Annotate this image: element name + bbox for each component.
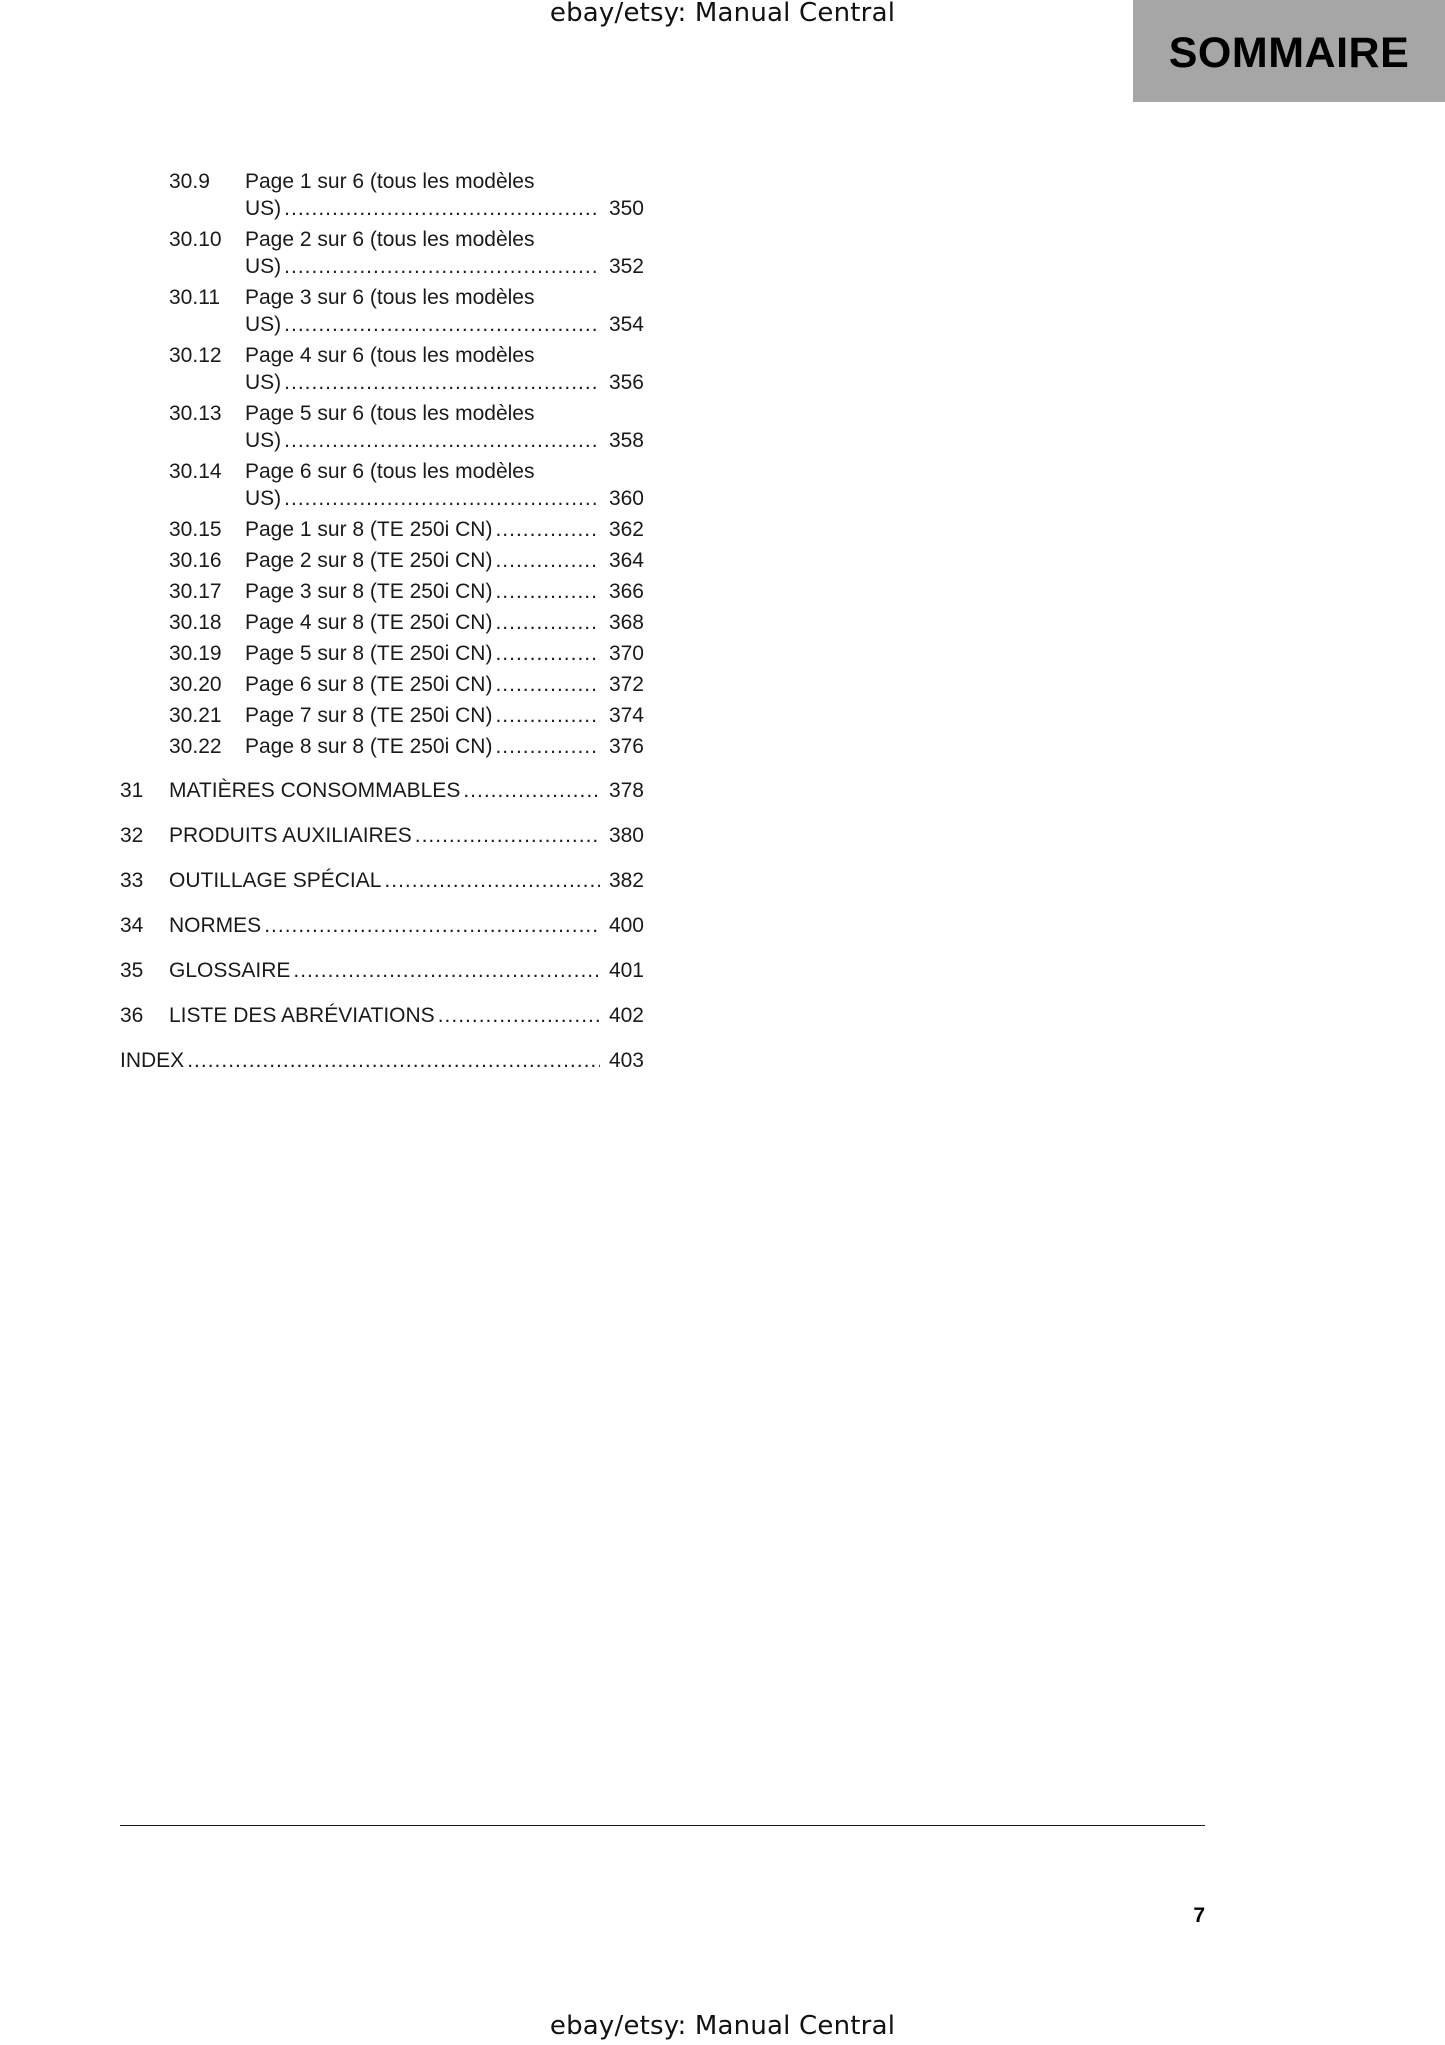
- toc-chapter-33[interactable]: [120, 867, 644, 894]
- toc-entry-30-12[interactable]: [120, 342, 644, 396]
- dot-leader: [495, 609, 600, 636]
- toc-entry-number: 30.11: [169, 286, 220, 309]
- dot-leader: [284, 369, 600, 396]
- dot-leader: [495, 733, 600, 760]
- toc-entry-number: 30.19: [169, 642, 222, 665]
- toc-entry-title-line: Page 6 sur 6 (tous les modèles: [245, 460, 535, 483]
- toc-chapter-number: 33: [120, 869, 144, 892]
- toc-entry-30-18[interactable]: [120, 609, 644, 636]
- toc-entry-page: 374: [608, 704, 644, 727]
- toc-chapter-page: 378: [608, 779, 644, 802]
- toc-entry-30-21[interactable]: [120, 702, 644, 729]
- toc-entry-title-line: Page 5 sur 6 (tous les modèles: [245, 402, 535, 425]
- toc-entry-30-11[interactable]: [120, 284, 644, 338]
- dot-leader: [495, 702, 600, 729]
- toc-entry-number: 30.21: [169, 704, 222, 727]
- toc-entry-number: 30.16: [169, 549, 222, 572]
- toc-entry-page: 370: [608, 642, 644, 665]
- toc-chapter-number: 31: [120, 779, 144, 802]
- toc-entry-number: 30.10: [169, 228, 222, 251]
- toc-entry-number: 30.17: [169, 580, 222, 603]
- toc-entry-page: 354: [608, 313, 644, 336]
- toc-entry-30-13[interactable]: [120, 400, 644, 454]
- dot-leader: [415, 822, 600, 849]
- toc-entry-30-15[interactable]: [120, 516, 644, 543]
- toc-entry-page: 350: [608, 197, 644, 220]
- page-number: 7: [1193, 1904, 1205, 1927]
- toc-entry-number: 30.20: [169, 673, 222, 696]
- toc-chapter-number: 35: [120, 959, 144, 982]
- toc-entry-title: Page 8 sur 8 (TE 250i CN): [245, 735, 493, 758]
- toc-entry-number: 30.15: [169, 518, 222, 541]
- watermark-top: ebay/etsy: Manual Central: [549, 0, 896, 28]
- toc-entry-page: 352: [608, 255, 644, 278]
- toc-entry-number: 30.22: [169, 735, 222, 758]
- toc-entry-number: 30.13: [169, 402, 222, 425]
- dot-leader: [284, 253, 600, 280]
- toc-entry-page: 364: [608, 549, 644, 572]
- toc-entry-page: 368: [608, 611, 644, 634]
- toc-index-title: INDEX: [120, 1049, 185, 1072]
- toc-entry-title-line: Page 1 sur 6 (tous les modèles: [245, 170, 535, 193]
- toc-entry-title: US): [245, 371, 282, 394]
- toc-entry-page: 376: [608, 735, 644, 758]
- toc-entry-page: 356: [608, 371, 644, 394]
- dot-leader: [293, 957, 600, 984]
- toc-chapter-title: PRODUITS AUXILIAIRES: [169, 824, 412, 847]
- toc-entry-title: Page 3 sur 8 (TE 250i CN): [245, 580, 493, 603]
- toc-entry-title: US): [245, 429, 282, 452]
- toc-entry-title: Page 4 sur 8 (TE 250i CN): [245, 611, 493, 634]
- toc-entry-number: 30.12: [169, 344, 222, 367]
- toc-entry-30-16[interactable]: [120, 547, 644, 574]
- section-title: SOMMAIRE: [1168, 28, 1410, 77]
- toc-entry-title: Page 6 sur 8 (TE 250i CN): [245, 673, 493, 696]
- toc-entry-number: 30.9: [169, 170, 210, 193]
- toc-chapter-title: GLOSSAIRE: [169, 959, 291, 982]
- dot-leader: [495, 671, 600, 698]
- toc-index-page: 403: [608, 1049, 644, 1072]
- toc-entry-number: 30.18: [169, 611, 222, 634]
- toc-entry-title-line: Page 2 sur 6 (tous les modèles: [245, 228, 535, 251]
- toc-entry-title: Page 7 sur 8 (TE 250i CN): [245, 704, 493, 727]
- dot-leader: [284, 427, 600, 454]
- dot-leader: [187, 1047, 600, 1074]
- toc-chapter-page: 402: [608, 1004, 644, 1027]
- toc-entry-30-19[interactable]: [120, 640, 644, 667]
- toc-chapter-title: MATIÈRES CONSOMMABLES: [169, 779, 461, 802]
- toc-chapter-34[interactable]: [120, 912, 644, 939]
- toc-entry-30-22[interactable]: [120, 733, 644, 760]
- toc-entry-title-line: Page 3 sur 6 (tous les modèles: [245, 286, 535, 309]
- dot-leader: [463, 777, 600, 804]
- dot-leader: [495, 547, 600, 574]
- toc-chapter-number: 34: [120, 914, 144, 937]
- toc-chapter-32[interactable]: [120, 822, 644, 849]
- toc-entry-page: 358: [608, 429, 644, 452]
- toc-entry-title: US): [245, 197, 282, 220]
- toc-chapter-page: 380: [608, 824, 644, 847]
- dot-leader: [495, 516, 600, 543]
- dot-leader: [264, 912, 600, 939]
- footer-divider: [120, 1825, 1205, 1826]
- toc-entry-title: US): [245, 255, 282, 278]
- dot-leader: [284, 195, 600, 222]
- dot-leader: [384, 867, 600, 894]
- dot-leader: [495, 640, 600, 667]
- toc-entry-page: 372: [608, 673, 644, 696]
- toc-chapter-page: 401: [608, 959, 644, 982]
- toc-chapter-31[interactable]: [120, 777, 644, 804]
- toc-chapter-title: NORMES: [169, 914, 262, 937]
- section-header-tab: [1133, 0, 1445, 102]
- toc-entry-30-10[interactable]: [120, 226, 644, 280]
- toc-entry-30-9[interactable]: [120, 168, 644, 222]
- toc-entry-title: Page 1 sur 8 (TE 250i CN): [245, 518, 493, 541]
- toc-entry-30-17[interactable]: [120, 578, 644, 605]
- dot-leader: [495, 578, 600, 605]
- toc-chapter-page: 400: [608, 914, 644, 937]
- toc-entry-30-20[interactable]: [120, 671, 644, 698]
- toc-chapter-36[interactable]: [120, 1002, 644, 1029]
- toc-chapter-title: LISTE DES ABRÉVIATIONS: [169, 1004, 435, 1027]
- table-of-contents: [120, 168, 644, 1074]
- watermark-bottom: ebay/etsy: Manual Central: [549, 2011, 896, 2041]
- toc-chapter-page: 382: [608, 869, 644, 892]
- toc-entry-page: 360: [608, 487, 644, 510]
- toc-chapter-number: 36: [120, 1004, 144, 1027]
- toc-entry-page: 366: [608, 580, 644, 603]
- toc-entry-number: 30.14: [169, 460, 222, 483]
- toc-entry-title: US): [245, 313, 282, 336]
- toc-chapter-title: OUTILLAGE SPÉCIAL: [169, 869, 382, 892]
- toc-entry-title: Page 5 sur 8 (TE 250i CN): [245, 642, 493, 665]
- toc-index-entry[interactable]: [120, 1047, 644, 1074]
- toc-entry-30-14[interactable]: [120, 458, 644, 512]
- dot-leader: [284, 485, 600, 512]
- toc-chapter-35[interactable]: [120, 957, 644, 984]
- dot-leader: [438, 1002, 600, 1029]
- toc-entry-title: Page 2 sur 8 (TE 250i CN): [245, 549, 493, 572]
- toc-entry-title-line: Page 4 sur 6 (tous les modèles: [245, 344, 535, 367]
- toc-entry-title: US): [245, 487, 282, 510]
- toc-entry-page: 362: [608, 518, 644, 541]
- dot-leader: [284, 311, 600, 338]
- toc-chapter-number: 32: [120, 824, 144, 847]
